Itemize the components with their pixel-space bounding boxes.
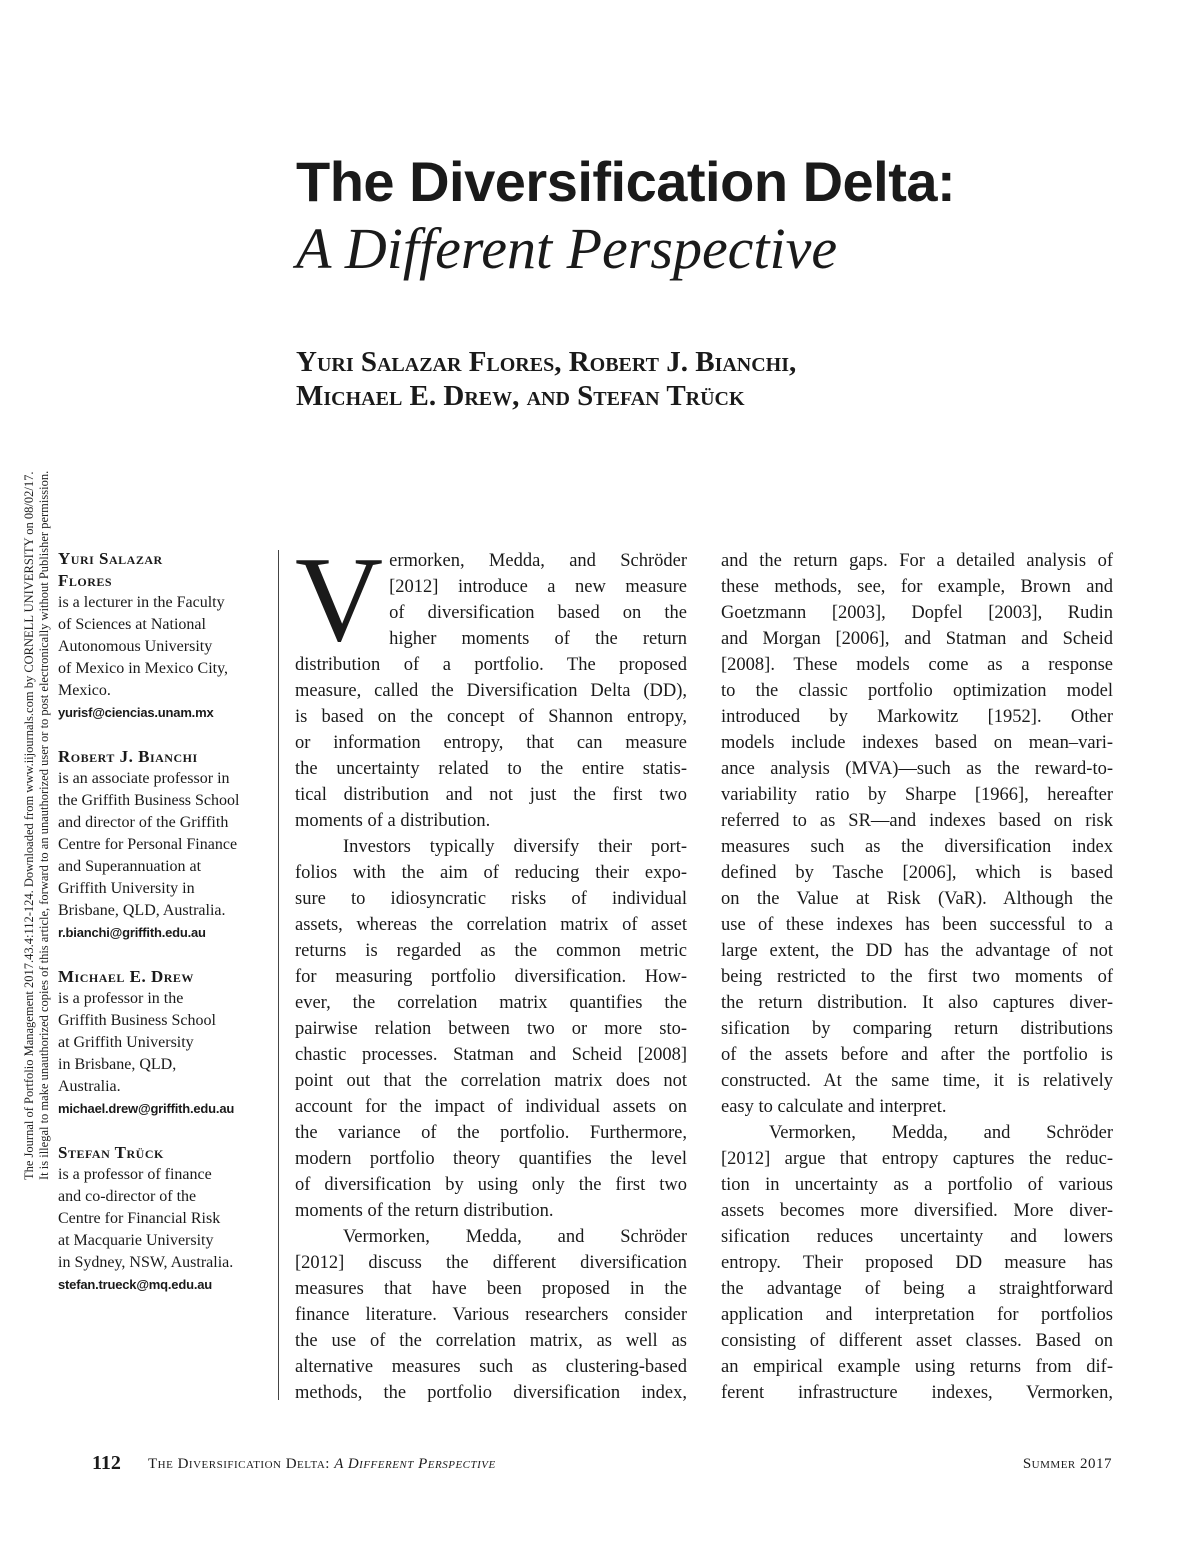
running-title-main: The Diversification Delta: [148,1456,330,1472]
title-subtitle: A Different Perspective [296,216,838,281]
bio-text: of Mexico in Mexico City, [58,660,229,677]
body-line: for measuring portfolio diversification. How- [295,967,687,987]
body-line: account for the impact of individual assets on [295,1097,687,1117]
body-line: constructed. At the same time, it is relatively [721,1071,1113,1091]
body-line: the variance of the portfolio. Furthermore, [295,1123,687,1143]
body-line: easy to calculate and interpret. [721,1097,947,1117]
body-line: consisting of different asset classes. Based on [721,1331,1113,1351]
body-line: [2012] discuss the different diversification [295,1253,687,1273]
title-main: The Diversification Delta: [296,150,956,213]
author-bios [58,548,268,1318]
bio-text: Centre for Financial Risk [58,1210,221,1227]
body-line: the return distribution. It also captures diver- [721,993,1113,1013]
body-line: referred to as SR—and indexes based on risk [721,811,1113,831]
body-line: and the return gaps. For a detailed analysis of [721,551,1113,571]
body-line: use of these indexes has been successful to a [721,915,1113,935]
body-line: tical distribution and not just the first two [295,785,687,805]
body-line: entropy. Their proposed DD measure has [721,1253,1113,1273]
body-line: large extent, the DD has the advantage of not [721,941,1113,961]
body-line: [2008]. These models come as a response [721,655,1113,675]
page-footer [92,1450,1112,1480]
issue-date: Summer 2017 [1022,1456,1112,1472]
body-line: being restricted to the first two moments of [721,967,1113,987]
body-line: on the Value at Risk (VaR). Although the [721,889,1113,909]
body-line: pairwise relation between two or more sto- [295,1019,687,1039]
body-column-left [295,532,687,1406]
bio-email-link[interactable]: michael.drew@griffith.edu.au [58,1101,235,1116]
author-bio [58,548,268,724]
bio-text: is a professor of finance [58,1166,212,1183]
body-line: sification by comparing return distributions [721,1019,1113,1039]
body-line: folios with the aim of reducing their expo- [295,863,687,883]
body-line: measures such as the diversification index [721,837,1113,857]
body-line: defined by Tasche [2006], which is based [721,863,1113,883]
body-line: these methods, see, for example, Brown and [721,577,1113,597]
body-line: Vermorken, Medda, and Schröder [343,1227,687,1247]
body-line: to the classic portfolio optimization model [721,681,1113,701]
running-title [148,1452,496,1476]
body-line: alternative measures such as clustering-based [295,1357,687,1377]
body-line: assets, whereas the correlation matrix of asset [295,915,687,935]
body-line: [2012] argue that entropy captures the reduc- [721,1149,1113,1169]
author-bio [58,1142,268,1296]
body-line: chastic processes. Statman and Scheid [2008] [295,1045,687,1065]
body-line: variability ratio by Sharpe [1966], hereafter [721,785,1113,805]
bio-email-link[interactable]: yurisf@ciencias.unam.mx [58,705,214,720]
body-line: distribution of a portfolio. The proposed [295,655,687,675]
body-column-right [721,548,1113,1406]
author-bio [58,746,268,944]
body-line: introduced by Markowitz [1952]. Other [721,707,1113,727]
body-line: Vermorken, Medda, and Schröder [769,1123,1113,1143]
download-notice-line: It is illegal to make unauthorized copies of this article, forward to an unauthorized user or to post electronically without Publisher permission. [37,470,51,1180]
bio-text: Griffith Business School [58,1012,216,1029]
body-line: sification reduces uncertainty and lowers [721,1227,1113,1247]
body-line: the use of the correlation matrix, as well as [295,1331,687,1351]
body-line: the advantage of being a straightforward [721,1279,1113,1299]
bio-name: Flores [58,571,113,590]
download-notice-line: The Journal of Portfolio Management 2017.43.4:112-124. Downloaded from www.iijournals.com by CORNELL UNIVERSITY on 08/02/17. [22,471,36,1180]
body-line: an empirical example using returns from dif- [721,1357,1113,1377]
running-title-subtitle: A Different Perspective [334,1456,496,1472]
bio-text: Mexico. [58,682,111,699]
bio-text: Australia. [58,1078,121,1095]
download-notice [22,380,52,1180]
bio-text: is a lecturer in the Faculty [58,594,225,611]
body-line: or information entropy, that can measure [295,733,687,753]
body-line: measure, called the Diversification Delta (DD), [295,681,687,701]
bio-text: is an associate professor in [58,770,230,787]
author-list [296,345,1096,413]
bio-text: is a professor in the [58,990,184,1007]
body-line: modern portfolio theory quantifies the level [295,1149,687,1169]
body-line: moments of the return distribution. [295,1201,554,1221]
body-line: returns is regarded as the common metric [295,941,687,961]
bio-text: Autonomous University [58,638,213,655]
bio-name: Robert J. Bianchi [58,747,198,766]
body-line: ance analysis (MVA)—such as the reward-to- [721,759,1113,779]
body-line: ermorken, Medda, and Schröder [389,551,687,571]
body-line: assets becomes more diversified. More diver- [721,1201,1113,1221]
author-line: Michael E. Drew, and Stefan Trück [296,380,745,412]
body-line: point out that the correlation matrix does not [295,1071,687,1091]
body-line: moments of a distribution. [295,811,491,831]
body-line: is based on the concept of Shannon entropy, [295,707,687,727]
body-line: tion in uncertainty as a portfolio of various [721,1175,1113,1195]
bio-text: the Griffith Business School [58,792,240,809]
bio-text: Brisbane, QLD, Australia. [58,902,226,919]
bio-text: in Sydney, NSW, Australia. [58,1254,234,1271]
bio-email-link[interactable]: stefan.trueck@mq.edu.au [58,1277,213,1292]
body-line: application and interpretation for portfolios [721,1305,1113,1325]
author-bio [58,966,268,1120]
body-line: Goetzmann [2003], Dopfel [2003], Rudin [721,603,1113,623]
body-line: methods, the portfolio diversification index, [295,1383,687,1403]
body-line: ever, the correlation matrix quantifies the [295,993,687,1013]
bio-text: Centre for Personal Finance [58,836,238,853]
column-divider [278,550,279,1400]
body-line: of diversification based on the [389,603,687,623]
body-line: Investors typically diversify their port- [343,837,687,857]
bio-email-link[interactable]: r.bianchi@griffith.edu.au [58,925,206,940]
body-line: finance literature. Various researchers consider [295,1305,687,1325]
body-line: [2012] introduce a new measure [389,577,687,597]
bio-text: in Brisbane, QLD, [58,1056,177,1073]
body-line: higher moments of the return [389,629,687,649]
body-line: sure to idiosyncratic risks of individual [295,889,687,909]
body-line: of the assets before and after the portfolio is [721,1045,1113,1065]
bio-text: at Griffith University [58,1034,194,1051]
body-line: and Morgan [2006], and Statman and Scheid [721,629,1113,649]
bio-name: Michael E. Drew [58,967,194,986]
bio-name: Yuri Salazar [58,549,163,568]
bio-text: Griffith University in [58,880,195,897]
bio-text: and co-director of the [58,1188,197,1205]
body-line: models include indexes based on mean–vari- [721,733,1113,753]
body-line: ferent infrastructure indexes, Vermorken, [721,1383,1113,1403]
body-line: measures that have been proposed in the [295,1279,687,1299]
page-number: 112 [92,1452,121,1474]
bio-text: and Superannuation at [58,858,202,875]
drop-cap: V [295,532,384,667]
body-line: of diversification by using only the first two [295,1175,687,1195]
author-line: Yuri Salazar Flores, Robert J. Bianchi, [296,346,797,378]
article-title [296,150,1096,284]
bio-text: and director of the Griffith [58,814,229,831]
bio-name: Stefan Trück [58,1143,164,1162]
bio-text: at Macquarie University [58,1232,214,1249]
body-line: the uncertainty related to the entire statis- [295,759,687,779]
bio-text: of Sciences at National [58,616,206,633]
